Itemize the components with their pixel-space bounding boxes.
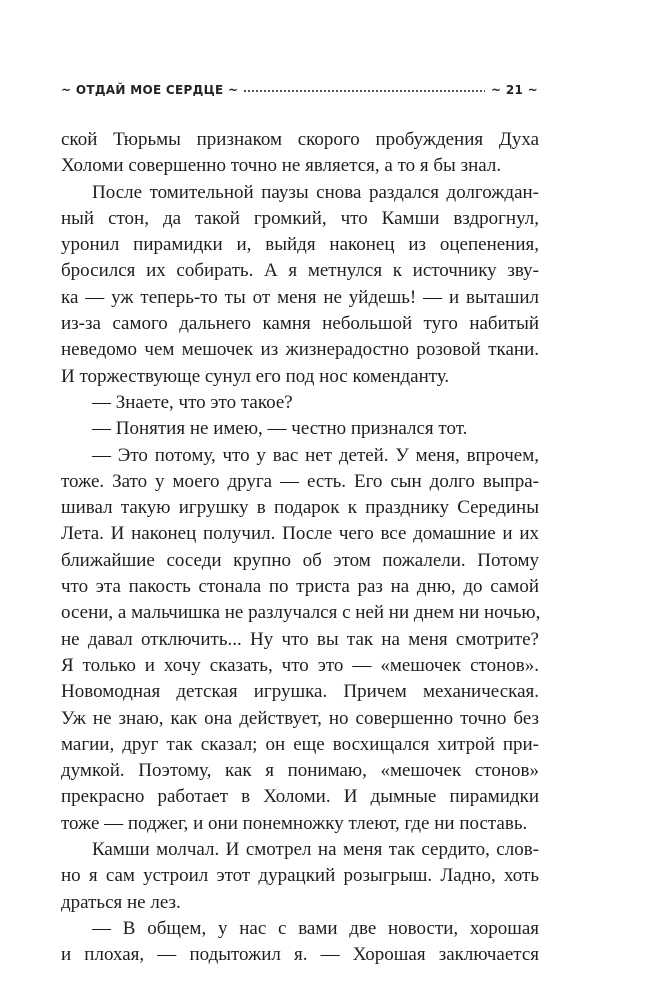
text-line: неведомо чем мешочек из жизнерадостно розовой ткани.	[61, 339, 539, 361]
text-line: ный стон, да такой громкий, что Камши вздрогнул,	[61, 207, 539, 229]
text-line: И торжествующе сунул его под нос коменданту.	[61, 365, 450, 387]
text-line: магии, друг так сказал; он еще восхищался хитрой при-	[61, 733, 539, 755]
text-line: ской Тюрьмы признаком скорого пробуждения Духа	[61, 129, 539, 150]
text-line: прекрасно работает в Холоми. И дымные пирамидки	[61, 786, 539, 808]
text-line: уронил пирамидки и, выйдя наконец из оцепенения,	[61, 234, 539, 256]
text-line: Уж не знаю, как она действует, но совершенно точно без	[61, 707, 539, 729]
text-line: Лета. И наконец получил. После чего все домашние и их	[61, 523, 539, 545]
text-line: тоже. Зато у моего друга — есть. Его сын долго выпра-	[61, 470, 539, 492]
page-number: ~ 21 ~	[485, 80, 538, 100]
text-line: Камши молчал. И смотрел на меня так сердито, слов-	[92, 839, 539, 861]
running-head-title: ~ ОТДАЙ МОЕ СЕРДЦЕ ~	[61, 80, 244, 100]
text-line: После томительной паузы снова раздался долгождан-	[92, 181, 539, 203]
text-line: — Знаете, что это такое?	[92, 391, 293, 413]
text-line: но я сам устроил этот дурацкий розыгрыш. Ладно, хоть	[61, 865, 539, 887]
text-line: из-за самого дальнего камня небольшой туго набитый	[61, 313, 539, 335]
text-line: — Это потому, что у вас нет детей. У меня, впрочем,	[92, 444, 539, 466]
text-line: и плохая, — подытожил я. — Хорошая заключается	[61, 944, 539, 966]
text-line: тоже — поджег, и они понемножку тлеют, где ни поставь.	[61, 812, 528, 834]
text-line: бросился их собирать. А я метнулся к источнику зву-	[61, 260, 539, 282]
text-line: Холоми совершенно точно не является, а то я бы знал.	[61, 155, 502, 177]
text-line: драться не лез.	[61, 891, 181, 913]
running-head	[61, 80, 538, 100]
body-text	[61, 127, 539, 969]
text-line: не давал отключить... Ну что вы так на меня смотрите?	[61, 628, 539, 650]
text-line: думкой. Поэтому, как я понимаю, «мешочек стонов»	[61, 760, 539, 782]
text-line: что эта пакость стонала по триста раз на дню, до самой	[61, 576, 539, 598]
text-line: осени, а мальчишка не разлучался с ней ни днем ни ночью,	[61, 602, 541, 624]
text-line: ближайшие соседи крупно об этом пожалели. Потому	[61, 549, 539, 571]
text-line: — Понятия не имею, — честно признался тот.	[92, 418, 468, 440]
text-line: ка — уж теперь-то ты от меня не уйдешь! — и выташил	[61, 286, 539, 308]
text-line: шивал такую игрушку в подарок к празднику Середины	[61, 497, 539, 519]
text-line: Я только и хочу сказать, что это — «мешочек стонов».	[61, 654, 539, 676]
text-line: Новомодная детская игрушка. Причем механическая.	[61, 681, 539, 703]
text-line: — В общем, у нас с вами две новости, хорошая	[92, 917, 539, 939]
